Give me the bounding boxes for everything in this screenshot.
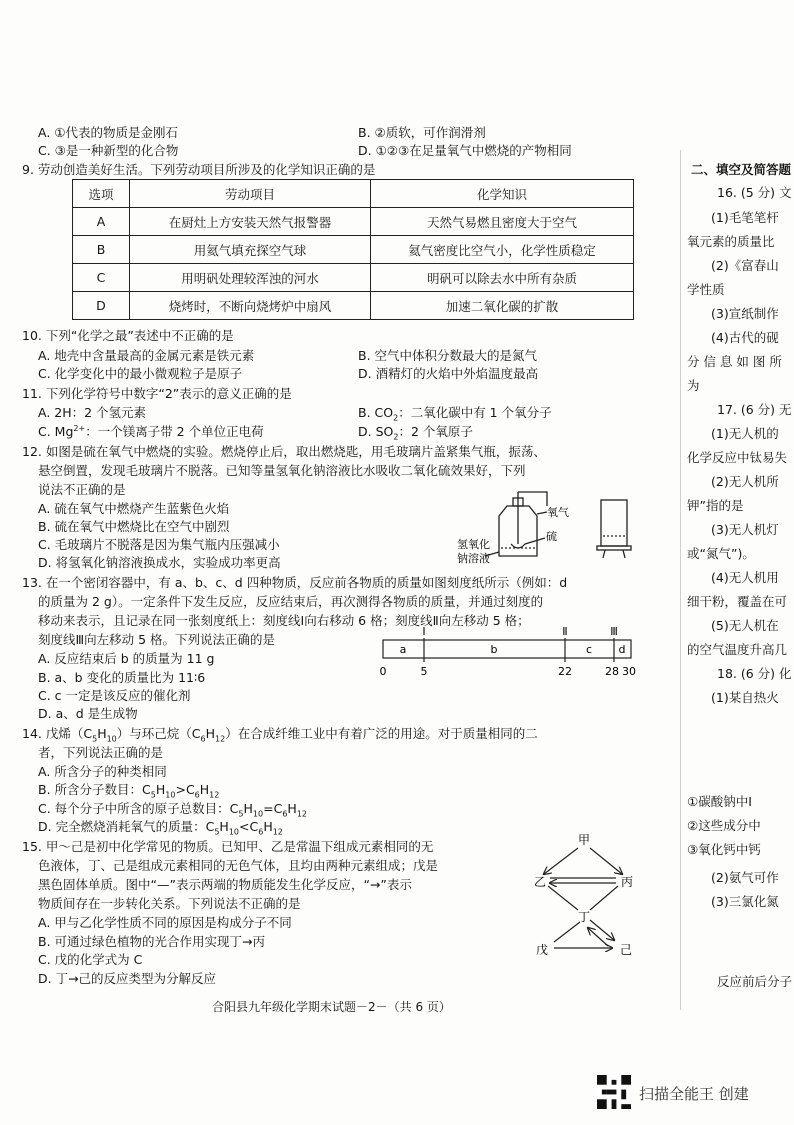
table-cell: D (73, 292, 130, 320)
mark-2: Ⅱ (562, 625, 568, 638)
edge-jia-yi (544, 848, 578, 874)
node-jia: 甲 (577, 833, 591, 847)
q18-part1: (1)某自热火 (711, 690, 779, 705)
scanner-watermark: 扫描全能王 创建 (639, 1085, 749, 1103)
q15-option-c: C. 戊的化学式为 C (38, 952, 143, 967)
node-ji: 己 (619, 943, 633, 957)
q17-part2: (2)无人机所 (711, 474, 779, 489)
q15-relation-diagram (528, 832, 640, 960)
q12-stem-line3: 说法不正确的是 (38, 482, 126, 497)
sulfur-leader (525, 538, 545, 544)
q12-option-a: A. 硫在氧气中燃烧产生蓝紫色火焰 (38, 501, 230, 516)
section-heading: 二、填空及简答题 (691, 162, 792, 177)
stand-leg (603, 550, 605, 558)
q17-part3-cont: 或“氮气”)。 (687, 546, 755, 561)
q13-option-a: A. 反应结束后 b 的质量为 11 g (38, 651, 215, 666)
table-cell: B (73, 236, 130, 264)
q13-option-c: C. c 一定是该反应的催化剂 (38, 688, 191, 703)
q18-sub3: ③氧化钙中钙 (687, 842, 761, 857)
q16-part4: (4)古代的砚 (711, 330, 779, 345)
q13-option-d: D. a、d 是生成物 (38, 706, 138, 721)
node-yi: 乙 (533, 875, 547, 889)
mark-3: Ⅲ (610, 625, 618, 638)
q10-option-b: B. 空气中体积分数最大的是氮气 (358, 348, 538, 363)
table-cell: 烧烤时，不断向烧烤炉中扇风 (130, 292, 371, 320)
q16-part1-cont: 氧元素的质量比 (687, 234, 775, 249)
q10-option-d: D. 酒精灯的火焰中外焰温度最高 (358, 366, 539, 381)
q18-sub1: ①碳酸钠中Ⅰ (687, 794, 752, 809)
tick-0: 0 (379, 665, 387, 678)
q17-part3: (3)无人机灯 (711, 522, 779, 537)
q15-stem-line3: 黑色固体单质。图中“—”表示两端的物质能发生化学反应，“→”表示 (38, 877, 412, 892)
q11-option-b: B. $CO_2$：二氧化碳中有 1 个氧分子 (358, 405, 552, 423)
edge-bing-ding (590, 886, 618, 910)
q8-option-a: A. ①代表的物质是金刚石 (38, 125, 178, 140)
segment-a: a (399, 643, 407, 656)
q13-stem-line2: 的质量为 2 g）。一定条件下发生反应，反应结束后，再次测得各物质的质量，并通过刻度的 (38, 594, 544, 609)
page-footer: 合阳县九年级化学期末试题－2－（共 6 页） (212, 1000, 451, 1014)
stand-leg (623, 550, 625, 558)
q13-stem-line4: 刻度线Ⅲ向左移动 5 格。下列说法正确的是 (38, 632, 276, 647)
q12-stem-line2: 悬空倒置，发现毛玻璃片不脱落。已知等量氢氧化钠溶液比水吸收二氧化硫效果好，下列 (38, 463, 526, 478)
table-cell: 用明矾处理较浑浊的河水 (130, 264, 371, 292)
tick-28: 28 (605, 665, 619, 678)
q14-option-c: C. 每个分子中所含的原子总数目：$C_5H_{10}=C_6H_{12}$ (38, 801, 307, 819)
q12-option-b: B. 硫在氧气中燃烧比在空气中剧烈 (38, 519, 230, 534)
label-naoh-line2: 钠溶液 (457, 552, 490, 565)
table-header-row (73, 180, 634, 208)
q14-stem-line1: 14. 戊烯$(C_5H_{10})$与环己烷$(C_6H_{12})$在合成纤维工业中有着广泛的用途。对于质量相同的二 (22, 726, 538, 744)
q12-option-c: C. 毛玻璃片不脱落是因为集气瓶内压强减小 (38, 537, 280, 552)
q9-stem: 9. 劳动创造美好生活。下列劳动项目所涉及的化学知识正确的是 (22, 162, 376, 177)
label-naoh-line1: 氢氧化 (457, 538, 490, 551)
edge-ding-wu (554, 922, 580, 942)
q17-part2-cont: 钾”指的是 (687, 498, 744, 513)
glass-plate (597, 546, 631, 550)
table-cell: C (73, 264, 130, 292)
table-header: 劳动项目 (130, 180, 371, 208)
q15-option-d: D. 丁→己的反应类型为分解反应 (38, 971, 217, 986)
q16-part3: (3)宣纸制作 (711, 306, 779, 321)
spoon-handle (518, 492, 547, 506)
q10-option-a: A. 地壳中含量最高的金属元素是铁元素 (38, 348, 255, 363)
q14-stem-line2: 者，下列说法正确的是 (38, 745, 164, 760)
table-cell: 加速二氧化碳的扩散 (371, 292, 634, 320)
q15-stem-line4: 物质间存在一步转化关系。下列说法不正确的是 (38, 896, 301, 911)
edge-jia-bing (590, 848, 622, 874)
q13-option-b: B. a、b 变化的质量比为 11∶6 (38, 670, 206, 685)
table-cell: 氦气密度比空气小，化学性质稳定 (371, 236, 634, 264)
q18-part3: (3)三氯化氮 (711, 894, 779, 909)
q9-table (72, 179, 634, 320)
q18-part3-cont: 反应前后分子 (717, 974, 793, 989)
q18-stem: 18. (6 分) 化 (717, 666, 792, 681)
table-row (73, 208, 634, 236)
mark-1: Ⅰ (422, 625, 426, 638)
q17-part5-cont: 的空气温度升高几 (687, 642, 788, 657)
table-cell: 天然气易燃且密度大于空气 (371, 208, 634, 236)
q17-part1-cont: 化学反应中钛易失 (687, 450, 788, 465)
page-seam (680, 150, 681, 1010)
q16-part2-cont: 学性质 (687, 282, 725, 297)
segment-c: c (585, 643, 593, 656)
tick-30: 30 (622, 665, 636, 678)
q10-stem: 10. 下列“化学之最”表述中不正确的是 (22, 328, 234, 343)
label-oxygen: 氧气 (547, 506, 569, 519)
q8-option-b: B. ②质软，可作润滑剂 (358, 125, 486, 140)
q17-part4: (4)无人机用 (711, 570, 779, 585)
q16-part1: (1)毛笔笔杆 (711, 210, 779, 225)
table-row (73, 292, 634, 320)
edge-yi-ding (548, 886, 578, 910)
q8-option-c: C. ③是一种新型的化合物 (38, 143, 179, 158)
q12-apparatus-figure (455, 490, 640, 570)
edge-ding-ji (590, 920, 614, 940)
q18-part2: (2)氨气可作 (711, 870, 779, 885)
node-wu: 戊 (535, 943, 549, 957)
q16-part4-blank: 为 (687, 378, 700, 393)
table-row (73, 264, 634, 292)
q18-sub2: ②这些成分中 (687, 818, 761, 833)
q11-option-a: A. 2H：2 个氢元素 (38, 405, 147, 420)
node-bing: 丙 (620, 875, 634, 889)
q14-option-a: A. 所含分子的种类相同 (38, 764, 167, 779)
table-cell: 用氦气填充探空气球 (130, 236, 371, 264)
table-cell: 明矾可以除去水中所有杂质 (371, 264, 634, 292)
q16-part2: (2)《富春山 (711, 258, 779, 273)
node-ding: 丁 (577, 910, 591, 924)
q15-stem-line2: 色液体，丁、己是组成元素相同的无色气体，且均由两种元素组成；戊是 (38, 858, 439, 873)
tick-5: 5 (420, 665, 428, 678)
inverted-bottle (601, 500, 627, 546)
q17-stem: 17. (6 分) 无 (717, 402, 792, 417)
edge-ji-ding (588, 928, 608, 946)
q16-part4-cont: 分 信 息 如 图 所 (687, 354, 782, 369)
segment-b: b (490, 643, 498, 656)
table-header: 化学知识 (371, 180, 634, 208)
q16-stem: 16. (5 分) 文 (717, 185, 792, 200)
q14-option-d: D. 完全燃烧消耗氧气的质量：$C_5H_{10}<C_6H_{12}$ (38, 819, 283, 837)
table-cell: A (73, 208, 130, 236)
oxygen-leader (537, 512, 547, 514)
q15-option-b: B. 可通过绿色植物的光合作用实现丁→丙 (38, 934, 265, 949)
table-header: 选项 (73, 180, 130, 208)
table-cell: 在厨灶上方安装天然气报警器 (130, 208, 371, 236)
q15-stem-line1: 15. 甲～己是初中化学常见的物质。已知甲、乙是常温下组成元素相同的无 (22, 839, 434, 854)
q17-part5: (5)无人机在 (711, 618, 779, 633)
q17-part1: (1)无人机的 (711, 426, 779, 441)
q14-option-b: B. 所含分子数目：$C_5H_{10}>C_6H_{12}$ (38, 782, 220, 800)
q13-scale-figure (378, 624, 638, 680)
q15-option-a: A. 甲与乙化学性质不同的原因是构成分子不同 (38, 915, 292, 930)
table-row (73, 236, 634, 264)
q10-option-c: C. 化学变化中的最小微观粒子是原子 (38, 366, 243, 381)
q11-stem: 11. 下列化学符号中数字“2”表示的意义正确的是 (22, 386, 292, 401)
segment-d: d (618, 643, 626, 656)
q17-part4-cont: 细干粉，覆盖在可 (687, 594, 788, 609)
q8-option-d: D. ①②③在足量氧气中燃烧的产物相同 (358, 143, 572, 158)
scale-strip (383, 640, 631, 658)
q11-option-c: C. $Mg^{2+}$：一个镁离子带 2 个单位正电荷 (38, 423, 264, 439)
label-sulfur: 硫 (546, 530, 557, 543)
q12-option-d: D. 将氢氧化钠溶液换成水，实验成功率更高 (38, 555, 281, 570)
tick-22: 22 (558, 665, 572, 678)
q13-stem-line1: 13. 在一个密闭容器中，有 a、b、c、d 四种物质，反应前各物质的质量如图刻度纸所示（例如：d (22, 575, 568, 590)
qr-code-icon (597, 1075, 631, 1109)
q11-option-d: D. $SO_2$：2 个氧原子 (358, 424, 473, 442)
q13-stem-line3: 移动来表示，且记录在同一张刻度纸上：刻度线Ⅰ向右移动 6 格；刻度线Ⅱ向左移动 5 格； (38, 613, 530, 628)
q12-stem-line1: 12. 如图是硫在氧气中燃烧的实验。燃烧停止后，取出燃烧匙，用毛玻璃片盖紧集气瓶，振荡、 (22, 444, 546, 459)
